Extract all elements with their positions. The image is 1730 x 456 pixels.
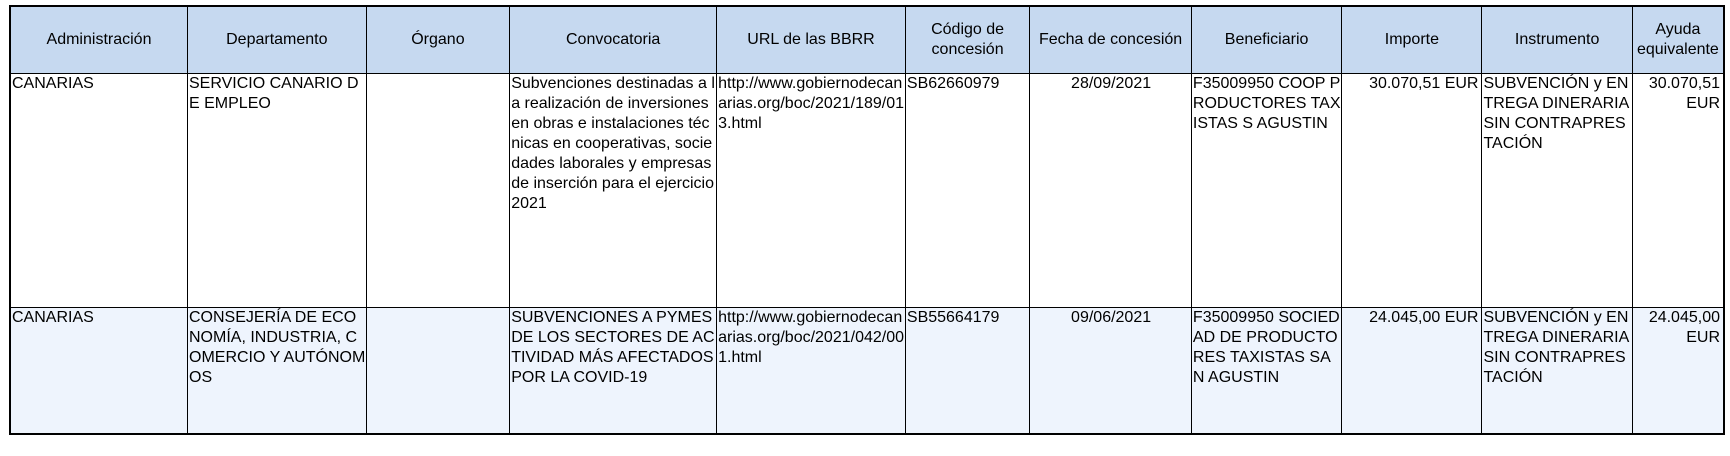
header-fecha: Fecha de concesión [1030,6,1192,74]
cell-organo [366,308,510,435]
cell-url[interactable]: http://www.gobiernodecanarias.org/boc/2021/189/013.html [717,74,906,308]
header-ayuda: Ayuda equivalente [1632,6,1724,74]
header-organo: Órgano [366,6,510,74]
header-beneficiario: Beneficiario [1191,6,1341,74]
cell-organo [366,74,510,308]
cell-fecha: 28/09/2021 [1030,74,1192,308]
header-url: URL de las BBRR [717,6,906,74]
cell-codigo: SB55664179 [905,308,1029,435]
grants-sheet [9,5,1725,435]
cell-convocatoria: SUBVENCIONES A PYMES DE LOS SECTORES DE ACTIVIDAD MÁS AFECTADOS POR LA COVID-19 [510,308,717,435]
cell-instrumento: SUBVENCIÓN y ENTREGA DINERARIA SIN CONTRAPRESTACIÓN [1482,74,1632,308]
cell-ayuda: 24.045,00 EUR [1632,308,1724,435]
table-row [10,308,1724,435]
cell-departamento: SERVICIO CANARIO DE EMPLEO [188,74,367,308]
cell-ayuda: 30.070,51 EUR [1632,74,1724,308]
header-codigo: Código de concesión [905,6,1029,74]
cell-codigo: SB62660979 [905,74,1029,308]
cell-importe: 24.045,00 EUR [1342,308,1482,435]
cell-administracion: CANARIAS [10,308,188,435]
grants-table [9,5,1725,435]
cell-departamento: CONSEJERÍA DE ECONOMÍA, INDUSTRIA, COMERCIO Y AUTÓNOMOS [188,308,367,435]
header-convocatoria: Convocatoria [510,6,717,74]
cell-instrumento: SUBVENCIÓN y ENTREGA DINERARIA SIN CONTRAPRESTACIÓN [1482,308,1632,435]
cell-url[interactable]: http://www.gobiernodecanarias.org/boc/2021/042/001.html [717,308,906,435]
header-administracion: Administración [10,6,188,74]
cell-beneficiario: F35009950 COOP PRODUCTORES TAXISTAS S AGUSTIN [1191,74,1341,308]
header-instrumento: Instrumento [1482,6,1632,74]
cell-fecha: 09/06/2021 [1030,308,1192,435]
cell-beneficiario: F35009950 SOCIEDAD DE PRODUCTORES TAXISTAS SAN AGUSTIN [1191,308,1341,435]
table-row [10,74,1724,308]
cell-importe: 30.070,51 EUR [1342,74,1482,308]
header-row [10,6,1724,74]
cell-administracion: CANARIAS [10,74,188,308]
header-departamento: Departamento [188,6,367,74]
header-importe: Importe [1342,6,1482,74]
cell-convocatoria: Subvenciones destinadas a la realización de inversiones en obras e instalaciones técnicas en cooperativas, sociedades laborales y empresas de inserción para el ejercicio 2021 [510,74,717,308]
